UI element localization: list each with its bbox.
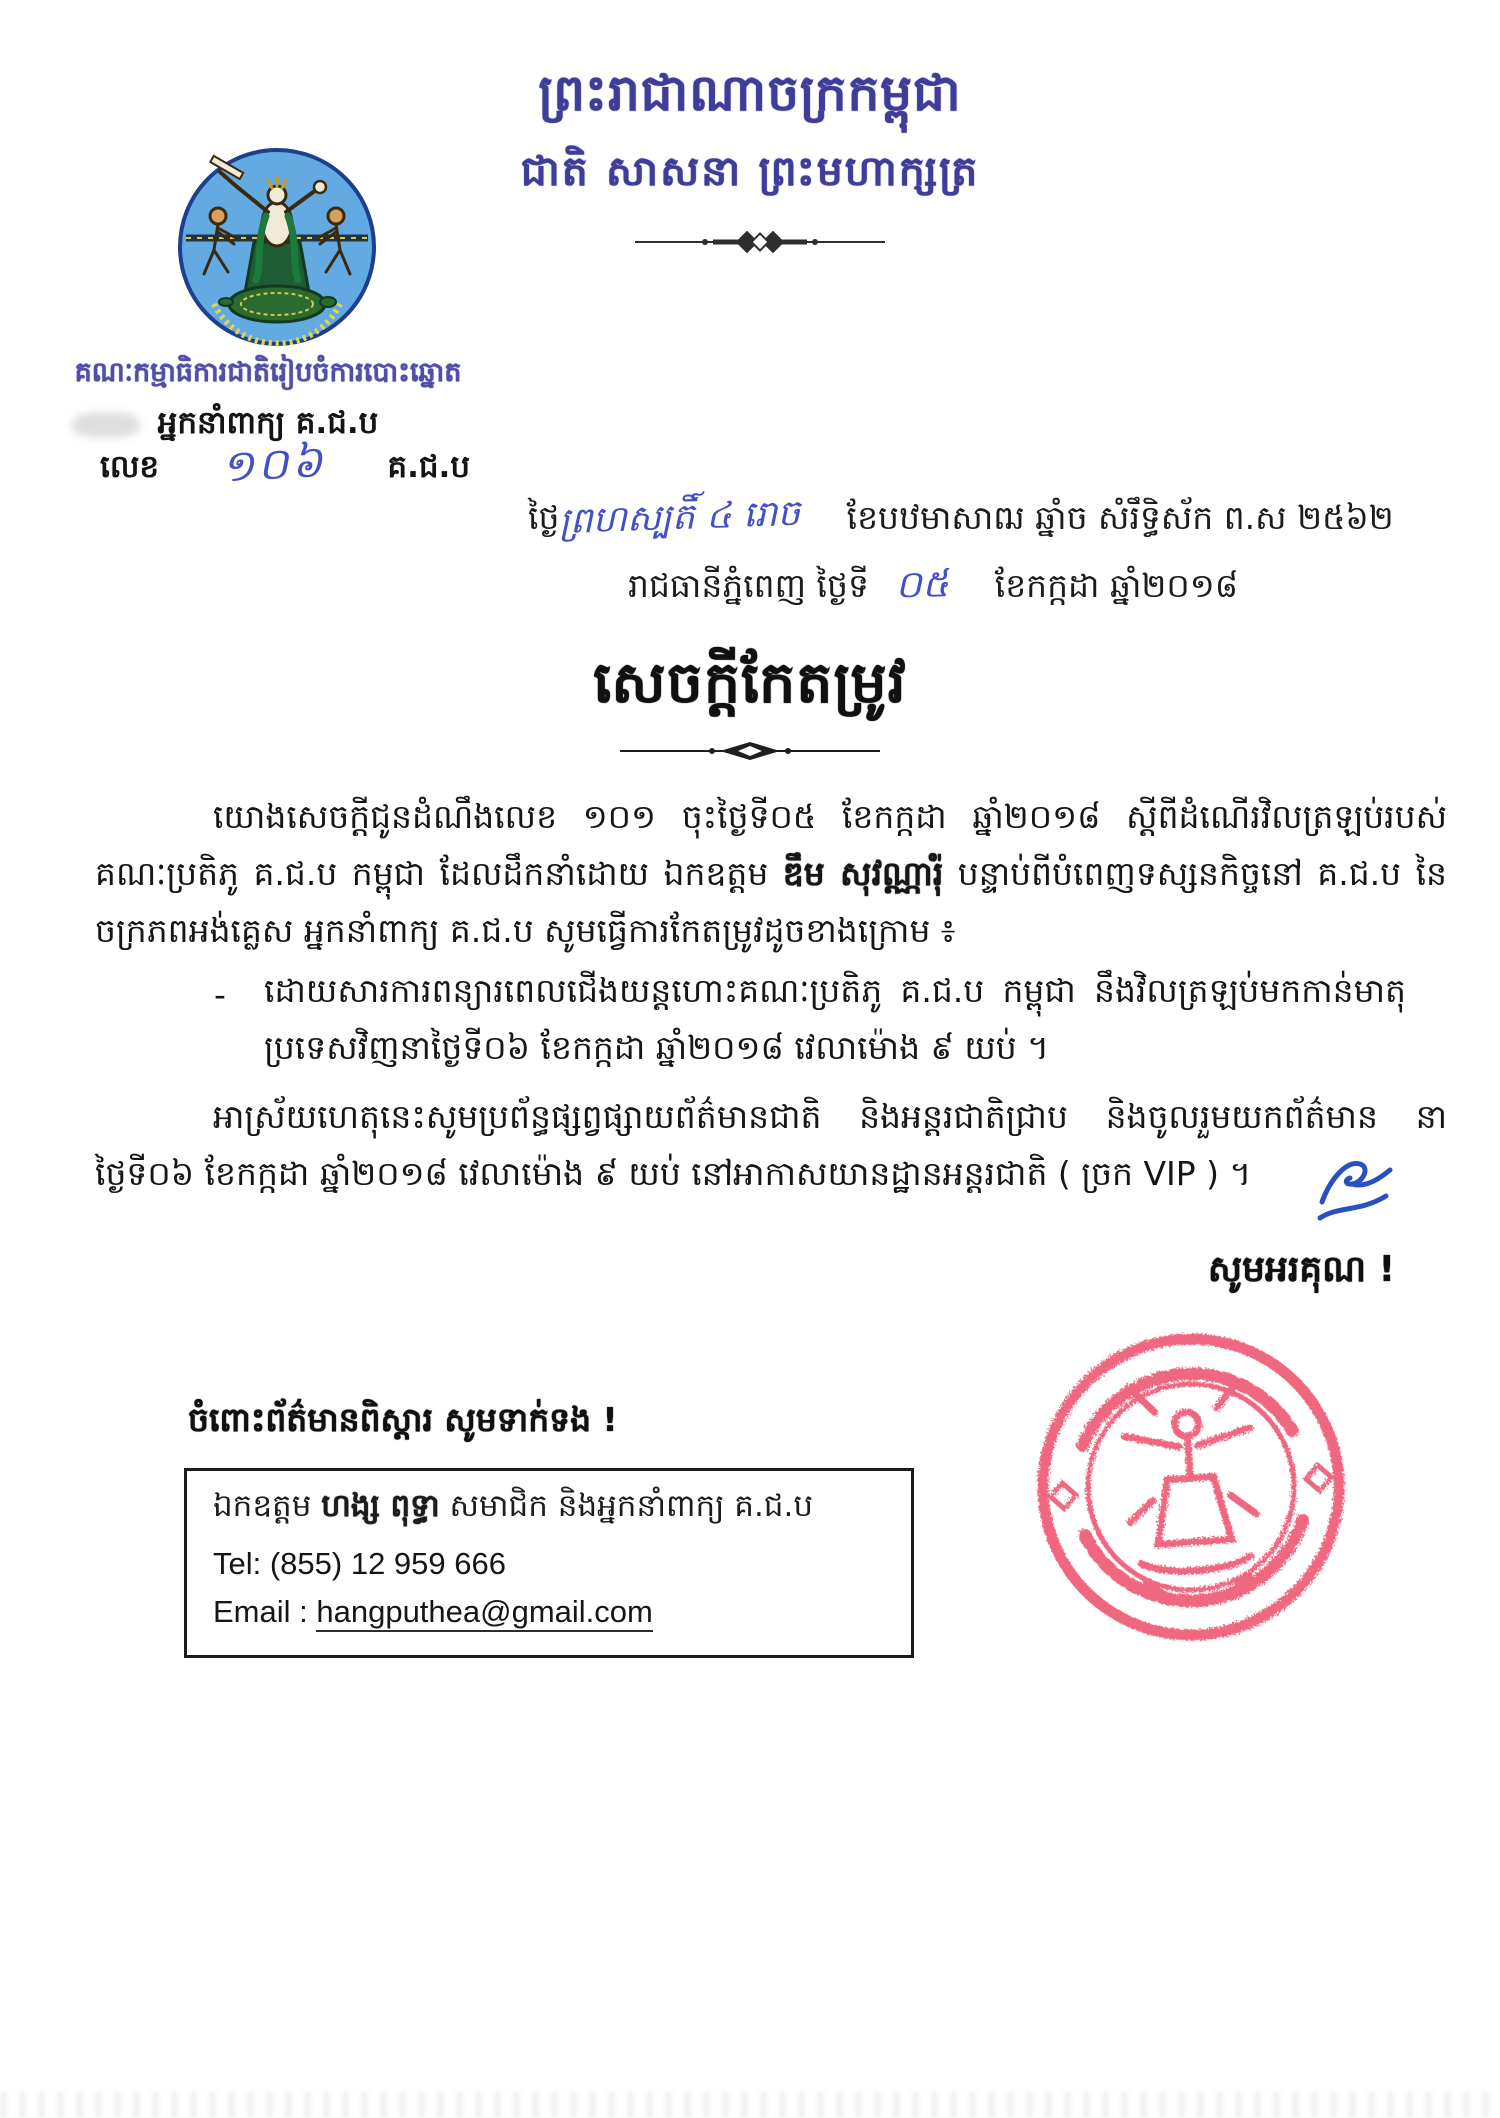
contact-person-name: ហង្ស ពុទ្ធា	[321, 1488, 440, 1524]
ornament-divider-icon	[635, 231, 885, 253]
spokesperson-line: អ្នកនាំពាក្យ គ.ជ.ប	[157, 405, 379, 441]
ref-label: លេខ	[100, 449, 160, 485]
kingdom-motto-line1: ព្រះរាជាណាចក្រកម្ពុជា	[538, 64, 962, 122]
reference-number-line	[100, 436, 470, 493]
contact-info-box	[184, 1468, 914, 1658]
organization-name: គណៈកម្មាធិការជាតិរៀបចំការបោះឆ្នោត	[74, 357, 462, 388]
date2-prefix: រាជធានីភ្នំពេញ ថ្ងៃទី	[628, 566, 869, 605]
date2-rest: ខែកក្កដា ឆ្នាំ២០១៨	[994, 566, 1239, 605]
email-label: Email :	[213, 1594, 317, 1629]
delegate-name: ឌឹម សុវណ្ណារ៉ុំ	[782, 854, 944, 893]
bullet-marker: -	[214, 975, 226, 1014]
header-ornament-divider	[635, 231, 885, 257]
gregorian-date-line	[628, 560, 1328, 616]
email-address: hangputhea@gmail.com	[316, 1594, 653, 1632]
p1-text-after: បន្ទាប់ពីបំពេញទស្សនកិច្ចនៅ គ.ជ.ប នៃចក្រភពអង់គ្លេស អ្នកនាំពាក្យ គ.ជ.ប សូមធ្វើការកែតម្រូវដូចខាងក្រោម ៖	[95, 854, 1447, 950]
nec-logo-icon	[176, 146, 378, 348]
bullet-correction-text: ដោយសារការពន្យារពេលជើងយន្តហោះគណៈប្រតិភូ គ.ជ.ប កម្ពុជា នឹងវិលត្រឡប់មកកាន់មាតុប្រទេសវិញនាថ្ងៃទី០៦ ខែកក្កដា ឆ្នាំ២០១៨ វេលាម៉ោង ៩ យប់ ។	[264, 971, 1406, 1067]
nec-emblem-logo	[176, 146, 378, 348]
closing-thanks: សូមអរគុណ !	[1207, 1249, 1395, 1290]
contact-heading: ចំពោះព័ត៌មានពិស្តារ សូមទាក់ទង !	[188, 1400, 618, 1439]
document-title: សេចក្តីកែតម្រូវ	[593, 650, 907, 716]
ref-number-handwritten: ១០៦	[219, 436, 327, 493]
signature-icon	[1316, 1152, 1400, 1232]
date1-prefix: ថ្ងៃ	[528, 498, 560, 537]
contact-email-line	[213, 1594, 885, 1630]
date1-rest: ខែបឋមាសាឍ ឆ្នាំច សំរឹទ្ធិស័ក ព.ស ២៥៦២	[846, 498, 1394, 537]
ornament-divider-icon	[620, 738, 880, 764]
date1-handwritten: ព្រហស្បតិ៍ ៤ រោច	[558, 492, 802, 543]
lunar-date-line	[528, 494, 1458, 547]
date2-handwritten: ០៥	[894, 561, 950, 607]
contact-telephone: Tel: (855) 12 959 666	[213, 1546, 506, 1581]
handwritten-initial-signature	[1316, 1152, 1400, 1232]
title-ornament-divider	[620, 738, 880, 768]
kingdom-motto-line2: ជាតិ សាសនា ព្រះមហាក្សត្រ	[520, 147, 980, 195]
scan-noise-strip	[0, 2092, 1500, 2118]
p1-text-before: យោងសេចក្តីជូនដំណឹងលេខ ១០១ ចុះថ្ងៃទី០៥ ខែកក្កដា ឆ្នាំ២០១៨ ស្តីពីដំណើរវិលត្រឡប់របស់គណៈប្រតិភូ គ.ជ.ប កម្ពុជា ដែលដឹកនាំដោយ ឯកឧត្តម	[95, 797, 1447, 893]
ref-suffix: គ.ជ.ប	[387, 449, 470, 485]
contact-person-suffix: សមាជិក និងអ្នកនាំពាក្យ គ.ជ.ប	[439, 1488, 814, 1524]
nec-seal-stamp	[1021, 1317, 1360, 1656]
paragraph-reference	[95, 788, 1447, 959]
nec-stamp-icon	[1021, 1317, 1360, 1656]
contact-person-prefix: ឯកឧត្តម	[213, 1488, 322, 1524]
contact-person-line	[213, 1487, 885, 1532]
paragraph-announcement: អាស្រ័យហេតុនេះសូមប្រព័ន្ធផ្សព្វផ្សាយព័ត៌មានជាតិ និងអន្តរជាតិជ្រាប និងចូលរួមយកព័ត៌មាន នាថ្ងៃទី០៦ ខែកក្កដា ឆ្នាំ២០១៨ វេលាម៉ោង ៩ យប់ នៅអាកាសយានដ្ឋានអន្តរជាតិ ( ច្រក VIP ) ។	[95, 1097, 1447, 1193]
